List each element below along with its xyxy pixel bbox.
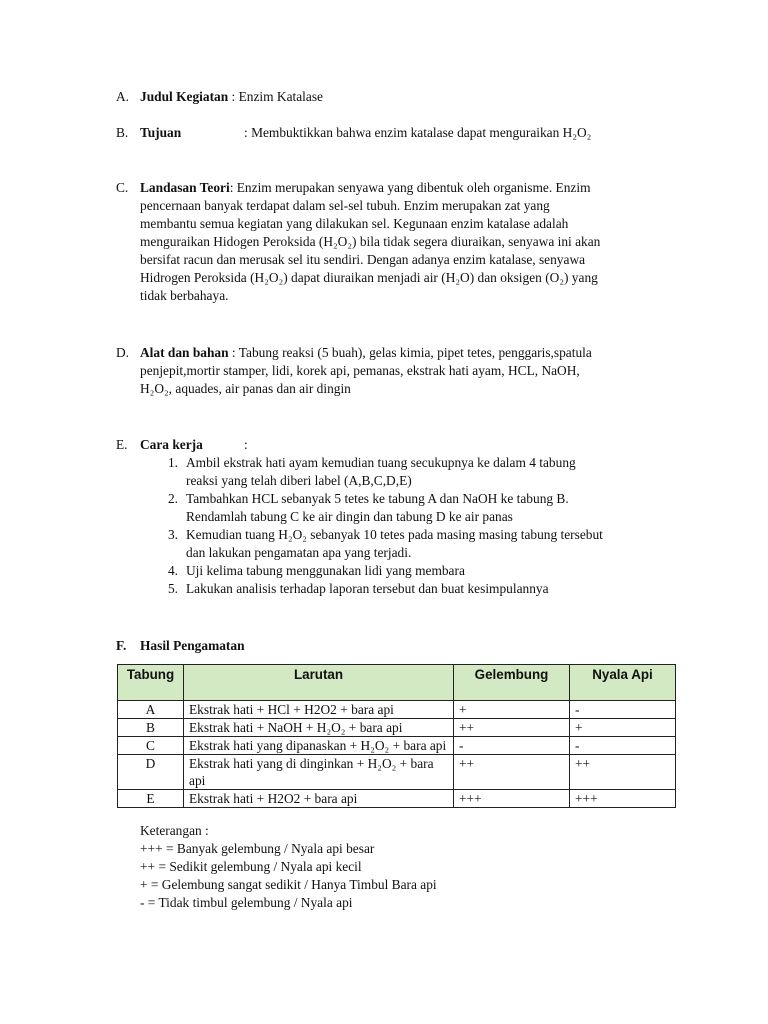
- section-title: Alat dan bahan: [140, 345, 229, 360]
- table-cell: -: [570, 701, 676, 719]
- table-header-row: [118, 665, 676, 701]
- paragraph-line: bersifat racun dan merusak sel itu sendiri. Dengan adanya enzim katalase, senyawa: [140, 252, 586, 267]
- table-cell: ++: [454, 719, 570, 737]
- note-line: ++ = Sedikit gelembung / Nyala api kecil: [140, 859, 362, 874]
- table-row: [118, 701, 676, 719]
- list-item: [152, 454, 676, 490]
- paragraph-line: : Enzim merupakan senyawa yang dibentuk oleh organisme. Enzim: [229, 180, 591, 195]
- table-cell: Ekstrak hati + HCl + H2O2 + bara api: [184, 701, 454, 719]
- list-item: [152, 580, 676, 598]
- table-cell: C: [118, 737, 184, 755]
- table-cell: +++: [454, 790, 570, 808]
- steps-list: [152, 454, 676, 598]
- legend-notes: [140, 822, 437, 912]
- notes-heading: Keterangan :: [140, 823, 209, 838]
- table-cell: D: [118, 755, 184, 790]
- paragraph-line: pencernaan banyak terdapat dalam sel-sel tubuh. Enzim merupakan zat yang: [140, 198, 550, 213]
- paragraph-line: : Tabung reaksi (5 buah), gelas kimia, pipet tetes, penggaris,spatula: [228, 345, 592, 360]
- note-line: - = Tidak timbul gelembung / Nyala api: [140, 895, 353, 910]
- table-row: [118, 755, 676, 790]
- section-a: [116, 88, 676, 106]
- section-text: : Enzim Katalase: [228, 89, 324, 104]
- step-line: Rendamlah tabung C ke air dingin dan tabung D ke air panas: [186, 509, 513, 524]
- step-number: 2.: [167, 491, 178, 506]
- step-number: 5.: [167, 581, 178, 596]
- column-header-gelembung: Gelembung: [454, 665, 570, 701]
- paragraph-line: H₂O₂, aquades, air panas dan air dingin: [140, 381, 351, 396]
- section-title: Cara kerja: [140, 437, 203, 452]
- step-line: Uji kelima tabung menggunakan lidi yang membara: [186, 563, 465, 578]
- section-letter: A.: [116, 89, 130, 104]
- step-line: Tambahkan HCL sebanyak 5 tetes ke tabung A dan NaOH ke tabung B.: [186, 491, 569, 506]
- list-item: [152, 562, 676, 580]
- table-cell: A: [118, 701, 184, 719]
- step-number: 1.: [167, 455, 178, 470]
- step-line: Kemudian tuang H₂O₂ sebanyak 10 tetes pada masing masing tabung tersebut: [186, 527, 603, 542]
- paragraph-line: tidak berbahaya.: [140, 288, 229, 303]
- note-line: + = Gelembung sangat sedikit / Hanya Timbul Bara api: [140, 877, 437, 892]
- paragraph-line: penjepit,mortir stamper, lidi, korek api, pemanas, ekstrak hati ayam, HCL, NaOH,: [140, 363, 580, 378]
- step-line: Lakukan analisis terhadap laporan tersebut dan buat kesimpulannya: [186, 581, 549, 596]
- note-line: +++ = Banyak gelembung / Nyala api besar: [140, 841, 375, 856]
- section-letter: B.: [116, 125, 129, 140]
- section-title: Landasan Teori: [140, 180, 230, 195]
- section-letter: F.: [116, 638, 127, 653]
- step-number: 3.: [167, 527, 178, 542]
- column-header-nyala-api: Nyala Api: [570, 665, 676, 701]
- section-title: Judul Kegiatan: [140, 89, 229, 104]
- table-cell: Ekstrak hati yang di dinginkan + H₂O₂ + bara api: [184, 755, 454, 790]
- table-row: [118, 737, 676, 755]
- table-cell: +: [570, 719, 676, 737]
- paragraph-line: menguraikan Hidogen Peroksida (H₂O₂) bila tidak segera diuraikan, senyawa ini akan: [140, 234, 601, 249]
- step-line: dan lakukan pengamatan apa yang terjadi.: [186, 545, 412, 560]
- list-item: [152, 526, 676, 562]
- section-c: [116, 179, 676, 305]
- section-text: : Membuktikkan bahwa enzim katalase dapat menguraikan H₂O₂: [244, 125, 592, 140]
- paragraph-line: Hidrogen Peroksida (H₂O₂) dapat diuraikan menjadi air (H₂O) dan oksigen (O₂) yang: [140, 270, 598, 285]
- table-row: [118, 790, 676, 808]
- step-line: Ambil ekstrak hati ayam kemudian tuang secukupnya ke dalam 4 tabung: [186, 455, 576, 470]
- paragraph-line: membantu semua kegiatan yang dilakukan sel. Kegunaan enzim katalase adalah: [140, 216, 569, 231]
- list-item: [152, 490, 676, 526]
- table-row: [118, 719, 676, 737]
- section-title: Tujuan: [140, 125, 182, 140]
- section-d: [116, 344, 676, 398]
- table-cell: -: [454, 737, 570, 755]
- step-line: reaksi yang telah diberi label (A,B,C,D,E): [186, 473, 412, 488]
- step-number: 4.: [167, 563, 178, 578]
- table-cell: +++: [570, 790, 676, 808]
- column-header-larutan: Larutan: [184, 665, 454, 701]
- table-cell: Ekstrak hati yang dipanaskan + H₂O₂ + bara api: [184, 737, 454, 755]
- table-cell: E: [118, 790, 184, 808]
- section-e: [116, 436, 676, 598]
- section-f: [116, 637, 676, 655]
- table-cell: B: [118, 719, 184, 737]
- table-cell: +: [454, 701, 570, 719]
- section-colon: :: [244, 437, 248, 452]
- section-title: Hasil Pengamatan: [140, 638, 245, 653]
- column-header-tabung: Tabung: [118, 665, 184, 701]
- section-b: [116, 124, 676, 142]
- section-letter: C.: [116, 180, 129, 195]
- table-cell: Ekstrak hati + H2O2 + bara api: [184, 790, 454, 808]
- table-cell: -: [570, 737, 676, 755]
- results-table: [117, 664, 676, 808]
- table-cell: ++: [570, 755, 676, 790]
- table-cell: Ekstrak hati + NaOH + H₂O₂ + bara api: [184, 719, 454, 737]
- section-letter: E.: [116, 437, 128, 452]
- table-cell: ++: [454, 755, 570, 790]
- section-letter: D.: [116, 345, 130, 360]
